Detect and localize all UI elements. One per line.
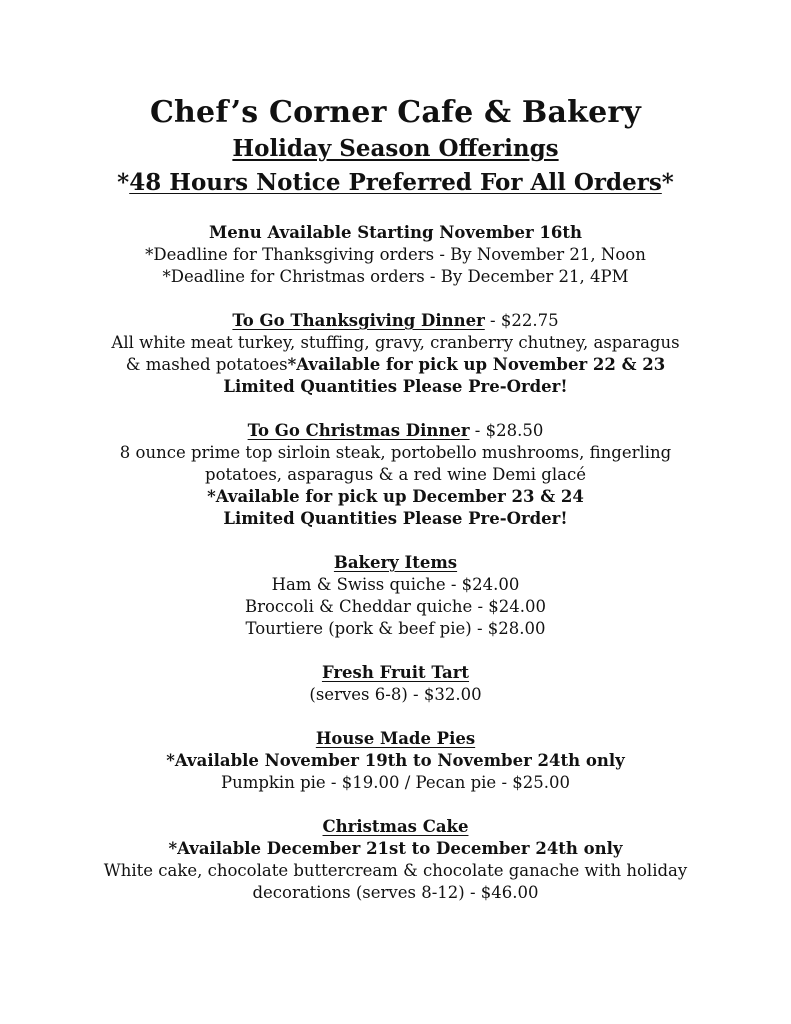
cake-description-1: White cake, chocolate buttercream & chocolate ganache with holiday	[103, 861, 688, 880]
thanksgiving-description-2-plain: & mashed potatoes	[125, 355, 288, 374]
pies-availability: *Available November 19th to November 24th only	[166, 751, 625, 770]
order-notice	[0, 166, 791, 200]
cake-heading: Christmas Cake	[322, 817, 469, 836]
page-subtitle: Holiday Season Offerings	[232, 135, 559, 162]
pies-prices: Pumpkin pie - $19.00 / Pecan pie - $25.00	[220, 773, 570, 792]
page-title: Chef’s Corner Cafe & Bakery	[149, 95, 642, 130]
bakery-item: Ham & Swiss quiche - $24.00	[271, 575, 520, 594]
christmas-dinner-price: - $28.50	[469, 421, 544, 440]
bakery-item: Tourtiere (pork & beef pie) - $28.00	[245, 619, 546, 638]
pies-heading: House Made Pies	[315, 729, 476, 748]
cake-availability: *Available December 21st to December 24th only	[168, 839, 623, 858]
christmas-dinner-heading: To Go Christmas Dinner	[247, 421, 470, 440]
christmas-dinner-pickup: *Available for pick up December 23 & 24	[207, 487, 584, 506]
thanksgiving-section	[0, 310, 791, 398]
bakery-heading: Bakery Items	[333, 553, 458, 572]
cake-section	[0, 816, 791, 904]
notice-text: 48 Hours Notice Preferred For All Orders	[129, 169, 662, 196]
intro-section	[0, 222, 791, 288]
christmas-dinner-description-1: 8 ounce prime top sirloin steak, portobello mushrooms, fingerling	[119, 443, 672, 462]
notice-star-right: *	[661, 169, 674, 196]
intro-heading: Menu Available Starting November 16th	[209, 223, 582, 242]
christmas-dinner-limited: Limited Quantities Please Pre-Order!	[223, 509, 568, 528]
thanksgiving-limited: Limited Quantities Please Pre-Order!	[223, 377, 568, 396]
thanksgiving-price: - $22.75	[484, 311, 559, 330]
christmas-dinner-description-2: potatoes, asparagus & a red wine Demi glacé	[205, 465, 586, 484]
pies-section	[0, 728, 791, 794]
christmas-dinner-section	[0, 420, 791, 530]
fruit-tart-section	[0, 662, 791, 706]
bakery-item: Broccoli & Cheddar quiche - $24.00	[244, 597, 547, 616]
thanksgiving-title-line	[0, 310, 791, 332]
thanksgiving-deadline: *Deadline for Thanksgiving orders - By November 21, Noon	[145, 245, 646, 264]
christmas-deadline: *Deadline for Christmas orders - By December 21, 4PM	[162, 267, 629, 286]
thanksgiving-pickup: *Available for pick up November 22 & 23	[287, 355, 666, 374]
bakery-section	[0, 552, 791, 640]
notice-star-left: *	[117, 169, 130, 196]
thanksgiving-description-2	[0, 354, 791, 376]
cake-description-2: decorations (serves 8-12) - $46.00	[252, 883, 539, 902]
christmas-dinner-title-line	[0, 420, 791, 442]
fruit-tart-price: (serves 6-8) - $32.00	[309, 685, 482, 704]
thanksgiving-description-1: All white meat turkey, stuffing, gravy, cranberry chutney, asparagus	[111, 333, 680, 352]
fruit-tart-heading: Fresh Fruit Tart	[321, 663, 470, 682]
thanksgiving-heading: To Go Thanksgiving Dinner	[232, 311, 485, 330]
